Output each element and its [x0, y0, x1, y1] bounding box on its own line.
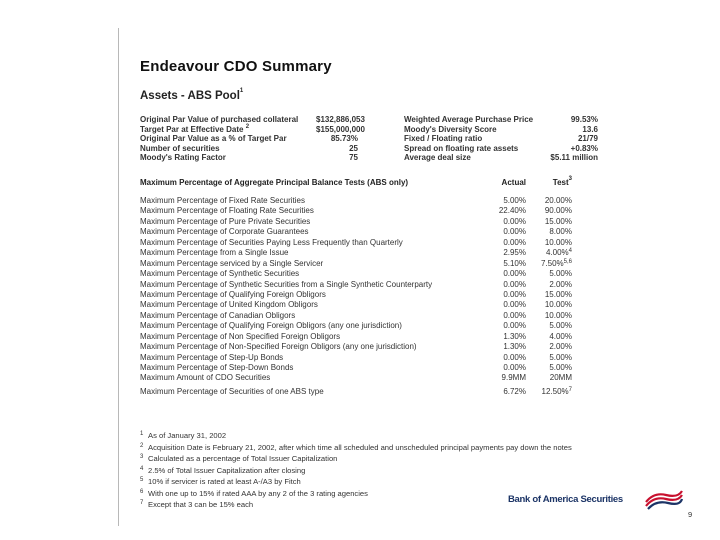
test-actual: 1.30%	[503, 342, 526, 352]
stat-label: Number of securities	[140, 143, 220, 153]
table-row	[140, 321, 572, 331]
test-limit	[526, 269, 572, 279]
test-limit	[526, 300, 572, 310]
footnote-number: 5	[140, 477, 144, 483]
test-limit-value: 4.00%	[545, 248, 569, 258]
test-footnote-ref: 5,6	[563, 258, 572, 265]
test-limit	[526, 248, 572, 258]
table-row	[140, 217, 572, 227]
footnote-text: 2.5% of Total Issuer Capitalization after closing	[148, 465, 306, 475]
test-actual: 0.00%	[503, 269, 526, 279]
test-limit	[526, 332, 572, 342]
test-limit-value: 7.50%	[540, 258, 564, 268]
stat-label: Spread on floating rate assets	[404, 143, 519, 153]
table-row	[140, 238, 572, 248]
stat-row	[140, 134, 358, 144]
test-limit	[526, 373, 572, 383]
footnote-number: 1	[140, 431, 144, 437]
test-label: Maximum Percentage of Floating Rate Securities	[140, 206, 314, 216]
tests-header-actual: Actual	[501, 178, 526, 187]
stat-value: 75	[349, 153, 358, 163]
test-limit	[526, 353, 572, 363]
test-limit	[526, 342, 572, 352]
tests-table-header	[140, 178, 572, 187]
test-actual: 6.72%	[503, 386, 526, 396]
test-actual: 0.00%	[503, 237, 526, 247]
vertical-divider	[118, 28, 119, 526]
test-limit	[526, 206, 572, 216]
test-label: Maximum Percentage of United Kingdom Obligors	[140, 300, 318, 310]
subtitle-text: Assets - ABS Pool	[140, 90, 240, 102]
tests-header-test-text: Test	[552, 178, 569, 187]
stat-label: Moody's Rating Factor	[140, 153, 226, 163]
test-actual: 0.00%	[503, 310, 526, 320]
stat-label: Original Par Value as a % of Target Par	[140, 134, 287, 144]
test-limit	[526, 363, 572, 373]
test-label: Maximum Percentage of Qualifying Foreign Obligors	[140, 289, 326, 299]
table-row	[140, 280, 572, 290]
test-label: Maximum Percentage serviced by a Single Servicer	[140, 258, 324, 268]
stat-row	[140, 144, 358, 154]
stat-label: Average deal size	[404, 153, 471, 163]
test-actual: 5.10%	[503, 258, 526, 268]
test-actual: 1.30%	[503, 331, 526, 341]
stat-row	[404, 144, 598, 154]
page-title: Endeavour CDO Summary	[140, 58, 332, 75]
test-footnote-ref: 7	[568, 386, 572, 393]
stat-value: 99.53%	[570, 115, 598, 124]
test-label: Maximum Percentage of Non-Specified Foreign Obligors (any one jurisdiction)	[140, 342, 417, 352]
footnote	[140, 465, 700, 477]
subtitle-footnote-ref: 1	[239, 88, 244, 94]
table-row	[140, 373, 572, 383]
stat-row	[140, 115, 365, 125]
test-label: Maximum Percentage of Fixed Rate Securities	[140, 196, 305, 205]
test-actual: 0.00%	[503, 227, 526, 237]
stat-value: 25	[349, 143, 358, 153]
test-limit-value: 5.00%	[549, 363, 572, 372]
table-row	[140, 353, 572, 363]
test-label: Maximum Percentage of Securities Paying Less Frequently than Quarterly	[140, 237, 403, 247]
test-limit-value: 20MM	[549, 373, 572, 383]
test-actual: 9.9MM	[501, 373, 526, 383]
test-actual: 0.00%	[503, 321, 526, 331]
table-row	[140, 196, 572, 206]
test-actual: 0.00%	[503, 300, 526, 310]
test-limit	[526, 311, 572, 321]
table-row	[140, 290, 572, 300]
footnote-text: 10% if servicer is rated at least A-/A3 by Fitch	[148, 477, 301, 486]
footnote-number: 4	[140, 465, 144, 472]
footnote-text: Calculated as a percentage of Total Issuer Capitalization	[148, 454, 338, 463]
table-row	[140, 387, 572, 397]
footnote-text: Except that 3 can be 15% each	[148, 500, 254, 509]
test-limit-value: 5.00%	[549, 352, 572, 362]
test-limit-value: 10.00%	[544, 310, 572, 320]
stat-label: Fixed / Floating ratio	[404, 134, 483, 144]
stat-label: Moody's Diversity Score	[404, 124, 497, 134]
test-limit	[526, 387, 572, 397]
test-label: Maximum Percentage of Synthetic Securities from a Single Synthetic Counterparty	[140, 279, 433, 289]
stat-row	[404, 115, 598, 125]
test-limit-value: 2.00%	[549, 279, 572, 289]
page-number: 9	[688, 510, 693, 519]
test-label: Maximum Percentage of Pure Private Securities	[140, 216, 311, 226]
test-limit-value: 2.00%	[549, 342, 572, 352]
test-limit-value: 90.00%	[544, 206, 572, 216]
footnote	[140, 442, 700, 454]
tests-header-test	[526, 178, 572, 187]
stat-row	[404, 134, 598, 144]
table-row	[140, 227, 572, 237]
stat-label	[140, 125, 316, 135]
test-limit-value: 10.00%	[544, 237, 572, 247]
footnote-text: Acquisition Date is February 21, 2002, after which time all scheduled and unscheduled principal payments pay down the notes	[148, 442, 572, 452]
footnote-text: With one up to 15% if rated AAA by any 2 of the 3 rating agencies	[148, 488, 368, 498]
left-summary-stats	[140, 115, 365, 163]
test-label: Maximum Percentage of Qualifying Foreign Obligors (any one jurisdiction)	[140, 321, 402, 331]
stat-value: 13.6	[582, 124, 598, 134]
test-label: Maximum Percentage of Synthetic Securities	[140, 269, 300, 279]
test-footnote-ref: 4	[568, 248, 572, 255]
test-label: Maximum Percentage of Non Specified Foreign Obligors	[140, 331, 341, 341]
stat-value: $155,000,000	[316, 124, 365, 134]
footnote	[140, 430, 700, 442]
table-row	[140, 342, 572, 352]
stat-label: Original Par Value of purchased collateral	[140, 115, 299, 124]
test-actual: 0.00%	[503, 352, 526, 362]
footnote-number: 6	[140, 488, 144, 495]
test-label: Maximum Amount of CDO Securities	[140, 373, 271, 383]
table-row	[140, 311, 572, 321]
test-label: Maximum Percentage from a Single Issue	[140, 248, 289, 258]
table-row	[140, 259, 572, 269]
test-limit	[526, 217, 572, 227]
test-limit-value: 12.50%	[541, 386, 569, 396]
tests-table	[140, 196, 572, 397]
bank-flag-icon	[644, 488, 684, 510]
test-limit	[526, 259, 572, 269]
stat-value: 85.73%	[330, 134, 358, 144]
footnote-number: 2	[140, 442, 144, 449]
test-limit	[526, 238, 572, 248]
test-limit	[526, 227, 572, 237]
stat-value: $5.11 million	[550, 153, 598, 163]
test-label: Maximum Percentage of Canadian Obligors	[140, 310, 296, 320]
footnote-number: 7	[140, 500, 144, 506]
test-actual: 2.95%	[503, 248, 526, 258]
stat-row	[404, 153, 598, 163]
test-limit-value: 10.00%	[544, 300, 572, 310]
test-limit	[526, 290, 572, 300]
stat-value: $132,886,053	[316, 115, 365, 124]
test-limit-value: 15.00%	[544, 289, 572, 299]
test-actual: 0.00%	[503, 289, 526, 299]
test-limit-value: 4.00%	[549, 331, 572, 341]
footnote	[140, 453, 700, 465]
table-row	[140, 206, 572, 216]
test-limit-value: 20.00%	[544, 196, 572, 205]
tests-header-footnote-ref: 3	[568, 176, 572, 182]
test-label: Maximum Percentage of Corporate Guarantees	[140, 227, 309, 237]
test-label: Maximum Percentage of Step-Down Bonds	[140, 363, 294, 372]
test-actual: 5.00%	[503, 196, 526, 205]
brand-logo-text: Bank of America Securities	[508, 494, 623, 505]
test-actual: 0.00%	[503, 279, 526, 289]
stat-row	[140, 123, 365, 135]
footnote	[140, 476, 700, 488]
table-row	[140, 332, 572, 342]
test-limit	[526, 321, 572, 331]
test-actual: 0.00%	[503, 363, 526, 372]
stat-value: +0.83%	[570, 143, 598, 153]
stat-row	[404, 125, 598, 135]
test-label: Maximum Percentage of Step-Up Bonds	[140, 352, 284, 362]
test-limit-value: 15.00%	[544, 216, 572, 226]
right-summary-stats	[404, 115, 598, 163]
table-row	[140, 363, 572, 373]
test-limit	[526, 280, 572, 290]
test-actual: 0.00%	[503, 216, 526, 226]
test-limit-value: 5.00%	[549, 269, 572, 279]
test-limit	[526, 196, 572, 206]
table-row	[140, 269, 572, 279]
footnote-text: As of January 31, 2002	[148, 431, 227, 440]
table-row	[140, 248, 572, 258]
stat-row	[140, 153, 358, 163]
footnote-number: 3	[140, 454, 144, 460]
test-label: Maximum Percentage of Securities of one ABS type	[140, 386, 324, 396]
table-row	[140, 300, 572, 310]
stat-label-text: Target Par at Effective Date	[140, 124, 244, 134]
stat-value: 21/79	[577, 134, 598, 144]
section-subtitle	[140, 90, 243, 102]
test-limit-value: 5.00%	[549, 321, 572, 331]
stat-footnote-ref: 2	[245, 123, 250, 130]
stat-label: Weighted Average Purchase Price	[404, 115, 534, 124]
test-limit-value: 8.00%	[549, 227, 572, 237]
test-actual: 22.40%	[498, 206, 526, 216]
tests-header-label: Maximum Percentage of Aggregate Principal Balance Tests (ABS only)	[140, 178, 409, 187]
